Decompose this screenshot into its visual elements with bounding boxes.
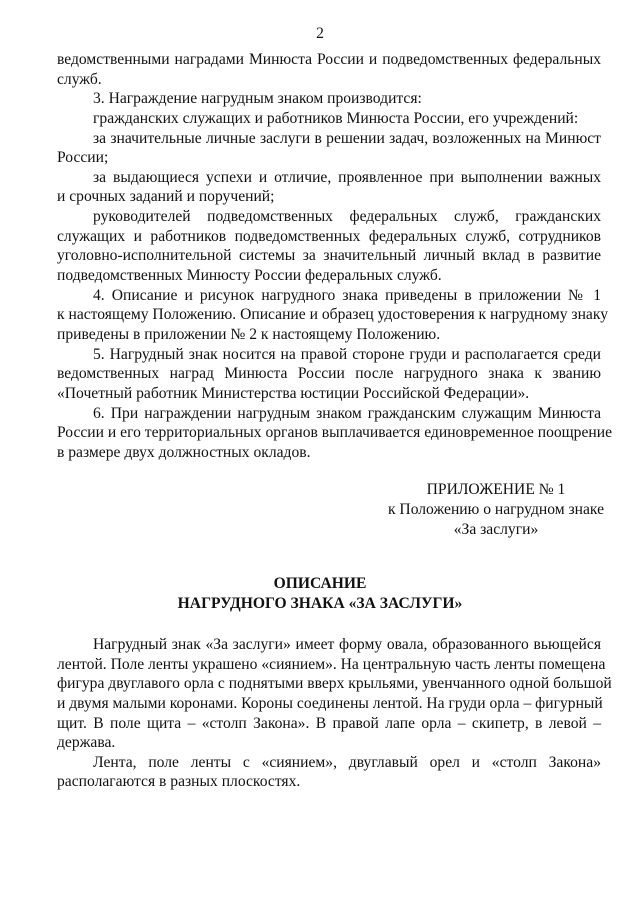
text-line: служб. — [57, 70, 102, 88]
text-line: приведены в приложении № 2 к настоящему Положению. — [57, 325, 441, 343]
paragraph — [57, 168, 601, 207]
text-line: располагаются в разных плоскостях. — [57, 773, 301, 791]
appendix-line: «За заслуги» — [453, 521, 539, 538]
text-line: руководителей подведомственных федеральных служб, гражданских — [93, 208, 601, 226]
text-line: 3. Награждение нагрудным знаком производится: — [93, 90, 422, 108]
section-heading — [0, 574, 640, 614]
text-line: к настоящему Положению. Описание и образец удостоверения к нагрудному знаку — [57, 306, 609, 324]
text-line: щит. В поле щита – «столп Закона». В правой лапе орла – скипетр, в левой – — [57, 714, 601, 732]
text-line: России и его территориальных органов выплачивается единовременное поощрение — [57, 424, 613, 442]
text-line: лентой. Поле ленты украшено «сиянием». На центральную часть ленты помещена — [57, 655, 606, 673]
paragraph — [57, 109, 601, 129]
text-line: 5. Нагрудный знак носится на правой стороне груди и располагается среди — [93, 345, 601, 363]
text-line: «Почетный работник Министерства юстиции Российской Федерации». — [57, 384, 530, 402]
paragraph — [57, 635, 612, 753]
text-line: 4. Описание и рисунок нагрудного знака приведены в приложении № 1 — [93, 286, 601, 304]
text-line: за значительные личные заслуги в решении задач, возложенных на Минюст — [93, 129, 601, 147]
text-line: ведомственных наград Минюста России после нагрудного знака к званию — [57, 365, 601, 383]
body-text-bottom — [57, 635, 612, 792]
paragraph — [57, 404, 613, 463]
text-line: служащих и работников подведомственных федеральных служб, сотрудников — [57, 227, 601, 245]
text-line: уголовно-исполнительной системы за значительный личный вклад в развитие — [57, 247, 601, 265]
text-line: и срочных заданий и поручений; — [57, 188, 275, 206]
text-line: подведомственных Минюсту России федеральных служб. — [57, 267, 442, 285]
text-line: Нагрудный знак «За заслуги» имеет форму овала, образованного вьющейся — [93, 636, 601, 653]
text-line: держава. — [57, 734, 116, 752]
body-text-top — [57, 50, 613, 462]
paragraph — [57, 50, 601, 89]
appendix-title: ПРИЛОЖЕНИЕ № 1 — [426, 481, 566, 498]
text-line: ведомственными наградами Минюста России и подведомственных федеральных — [57, 51, 601, 68]
text-line: Лента, поле ленты с «сиянием», двуглавый орел и «столп Закона» — [93, 753, 601, 771]
paragraph — [57, 207, 601, 286]
text-line: 6. При награждении нагрудным знаком гражданским служащим Минюста — [93, 404, 601, 422]
paragraph — [57, 286, 609, 345]
paragraph — [57, 345, 601, 404]
text-line: гражданских служащих и работников Минюста России, его учреждений: — [93, 109, 579, 127]
text-line: в размере двух должностных окладов. — [57, 443, 311, 461]
text-line: России; — [57, 149, 109, 167]
appendix-reference — [385, 480, 607, 540]
page-number: 2 — [316, 25, 324, 42]
text-line: за выдающиеся успехи и отличие, проявленное при выполнении важных — [93, 168, 601, 186]
paragraph — [57, 89, 601, 109]
text-line: и двумя малыми коронами. Короны соединены лентой. На груди орла – фигурный — [57, 694, 603, 712]
heading-line: ОПИСАНИЕ — [273, 575, 367, 592]
paragraph — [57, 129, 601, 168]
text-line: фигура двуглавого орла с поднятыми вверх крыльями, увенчанного одной большой — [57, 675, 612, 693]
appendix-line: к Положению о нагрудном знаке — [387, 501, 605, 518]
heading-line: НАГРУДНОГО ЗНАКА «ЗА ЗАСЛУГИ» — [177, 595, 463, 612]
paragraph — [57, 753, 601, 792]
